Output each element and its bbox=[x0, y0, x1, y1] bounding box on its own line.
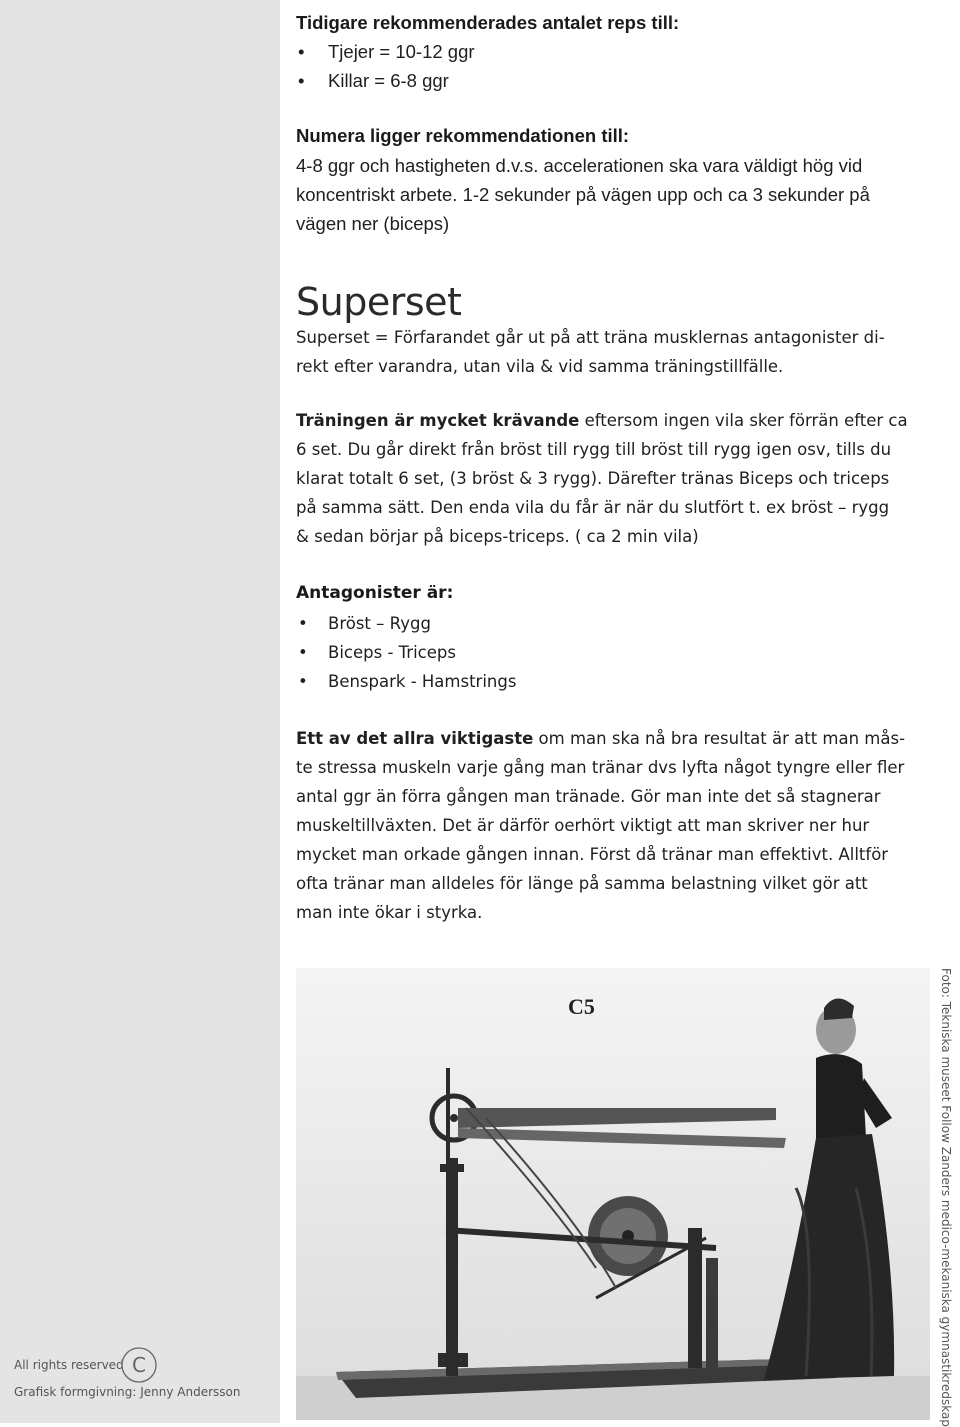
text-line bbox=[296, 406, 960, 435]
text-line: 4-8 ggr och hastigheten d.v.s. accelerationen ska vara väldigt hög vid bbox=[296, 155, 863, 176]
list-item: • Killar = 6-8 ggr bbox=[296, 66, 960, 95]
text-span: om man ska nå bra resultat är att man mås- bbox=[533, 729, 906, 748]
exercise-photo bbox=[296, 968, 930, 1420]
superset-title: Superset bbox=[296, 280, 462, 324]
text-line: man inte ökar i styrka. bbox=[296, 903, 483, 922]
text-line: vägen ner (biceps) bbox=[296, 213, 450, 234]
antagonists-heading: Antagonister är: bbox=[296, 583, 454, 603]
machine-label: C5 bbox=[568, 994, 595, 1019]
emphasis-text: Träningen är mycket krävande bbox=[296, 411, 580, 430]
text-line: rekt efter varandra, utan vila & vid samma träningstillfälle. bbox=[296, 357, 784, 376]
antagonists-list bbox=[296, 609, 960, 696]
reps-list bbox=[296, 37, 960, 95]
text-line: Superset = Förfarandet går ut på att träna musklernas antagonister di- bbox=[296, 328, 885, 347]
text-line: 6 set. Du går direkt från bröst till rygg till bröst till rygg igen osv, tills du bbox=[296, 440, 892, 459]
emphasis-text: Ett av det allra viktigaste bbox=[296, 729, 534, 748]
text-line: på samma sätt. Den enda vila du får är när du slutfört t. ex bröst – rygg bbox=[296, 498, 890, 517]
photo-credit-text: Foto: Tekniska museet Follow Zanders medico-mekaniska gymnastikredskap bbox=[939, 968, 953, 1427]
text-line: klarat totalt 6 set, (3 bröst & 3 rygg). Därefter tränas Biceps och triceps bbox=[296, 469, 890, 488]
text-line: mycket man orkade gången innan. Först då tränar man effektivt. Alltför bbox=[296, 845, 889, 864]
text-span: eftersom ingen vila sker förrän efter ca bbox=[579, 411, 908, 430]
exercise-machine-illustration bbox=[296, 968, 930, 1420]
footer-design-credit: Grafisk formgivning: Jenny Andersson bbox=[14, 1385, 241, 1399]
recommendation-heading: Numera ligger rekommendationen till: bbox=[296, 125, 630, 146]
list-item: • Bröst – Rygg bbox=[296, 609, 960, 638]
text-line: muskeltillväxten. Det är därför oerhört viktigt att man skriver ner hur bbox=[296, 816, 870, 835]
recommendation-text bbox=[296, 151, 960, 238]
superset-paragraph bbox=[296, 406, 960, 551]
list-item: • Benspark - Hamstrings bbox=[296, 667, 960, 696]
important-paragraph bbox=[296, 724, 960, 927]
text-line: & sedan börjar på biceps-triceps. ( ca 2 min vila) bbox=[296, 527, 699, 546]
text-line bbox=[296, 724, 960, 753]
footer-rights: All rights reserved bbox=[14, 1358, 124, 1372]
superset-definition bbox=[296, 323, 960, 381]
copyright-symbol: C bbox=[132, 1353, 146, 1377]
list-item: • Tjejer = 10-12 ggr bbox=[296, 37, 960, 66]
photo-credit bbox=[939, 968, 960, 1427]
text-line: koncentriskt arbete. 1-2 sekunder på vägen upp och ca 3 sekunder på bbox=[296, 184, 870, 205]
text-line: ofta tränar man alldeles för länge på samma belastning vilket gör att bbox=[296, 874, 868, 893]
text-line: antal ggr än förra gången man tränade. Gör man inte det så stagnerar bbox=[296, 787, 881, 806]
reps-heading: Tidigare rekommenderades antalet reps till: bbox=[296, 12, 680, 33]
list-item: • Biceps - Triceps bbox=[296, 638, 960, 667]
text-line: te stressa muskeln varje gång man tränar dvs lyfta något tyngre eller fler bbox=[296, 758, 905, 777]
copyright-icon bbox=[120, 1346, 158, 1384]
sidebar-panel bbox=[0, 0, 280, 1423]
